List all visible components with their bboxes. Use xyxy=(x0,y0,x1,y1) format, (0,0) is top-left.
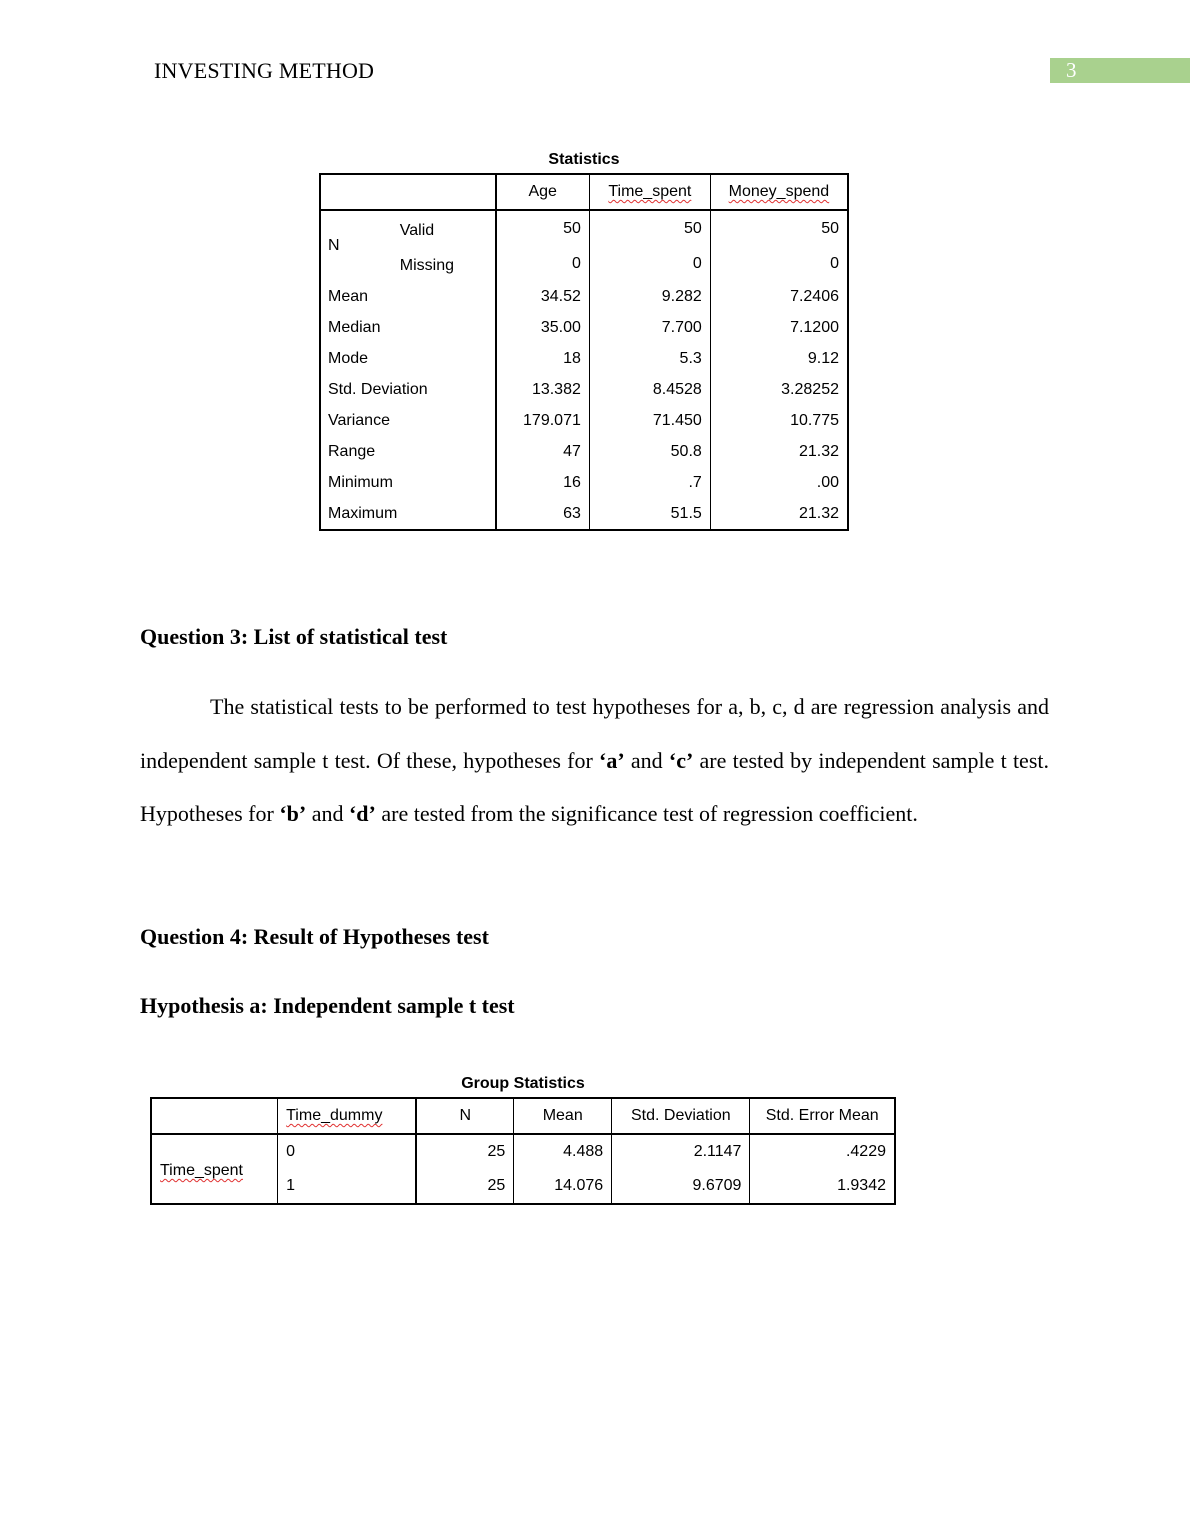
table-cell: 7.700 xyxy=(589,312,710,343)
table-cell: 71.450 xyxy=(589,405,710,436)
table-cell: 0 xyxy=(710,246,848,281)
group-statistics-table xyxy=(150,1097,896,1205)
table-cell: 50 xyxy=(496,210,590,246)
table-cell: 50.8 xyxy=(589,436,710,467)
group-value: 0 xyxy=(278,1134,417,1169)
row-label: Median xyxy=(328,318,381,336)
column-header: N xyxy=(416,1098,513,1134)
table-row xyxy=(320,405,848,436)
page-number: 3 xyxy=(1050,58,1190,83)
table-cell: 16 xyxy=(496,467,590,498)
table-row xyxy=(320,312,848,343)
running-header: INVESTING METHOD xyxy=(154,58,375,83)
column-header: Time_dummy xyxy=(278,1098,417,1134)
row-label: Time_spent xyxy=(160,1162,243,1179)
table-cell: 7.1200 xyxy=(710,312,848,343)
table-cell: 47 xyxy=(496,436,590,467)
table-cell: 179.071 xyxy=(496,405,590,436)
table-cell: 4.488 xyxy=(514,1134,612,1169)
column-header: Std. Deviation xyxy=(612,1098,750,1134)
row-label: Maximum xyxy=(328,504,398,522)
table-cell: 14.076 xyxy=(514,1169,612,1204)
table-row xyxy=(320,436,848,467)
table-cell: 5.3 xyxy=(589,343,710,374)
table-row xyxy=(151,1134,895,1169)
hypothesis-a-heading: Hypothesis a: Independent sample t test xyxy=(140,993,515,1018)
table-cell: 18 xyxy=(496,343,590,374)
header-blank-cell xyxy=(151,1098,278,1134)
table-row xyxy=(320,374,848,405)
row-label: Mode xyxy=(328,349,369,367)
table-row xyxy=(320,343,848,374)
table-cell: 21.32 xyxy=(710,436,848,467)
statistics-caption: Statistics xyxy=(548,151,620,168)
row-label: Range xyxy=(328,442,376,460)
row-label-n: N xyxy=(328,237,340,254)
header-blank-cell xyxy=(320,174,496,210)
row-label: Variance xyxy=(328,411,390,429)
question3-heading: Question 3: List of statistical test xyxy=(140,624,448,649)
row-sublabel: Missing xyxy=(399,256,455,274)
table-cell: 3.28252 xyxy=(710,374,848,405)
table-cell: .7 xyxy=(589,467,710,498)
table-cell: 63 xyxy=(496,498,590,530)
table-cell: 10.775 xyxy=(710,405,848,436)
column-header: Std. Error Mean xyxy=(750,1098,895,1134)
table-cell: 0 xyxy=(496,246,590,281)
group-statistics-caption: Group Statistics xyxy=(461,1075,585,1092)
row-label: Minimum xyxy=(328,473,393,491)
table-cell: 1.9342 xyxy=(750,1169,895,1204)
table-cell: 9.12 xyxy=(710,343,848,374)
row-sublabel: Valid xyxy=(399,221,435,239)
table-cell: 8.4528 xyxy=(589,374,710,405)
column-header: Mean xyxy=(514,1098,612,1134)
column-header: Age xyxy=(496,174,590,210)
group-value: 1 xyxy=(278,1169,417,1204)
table-row xyxy=(320,281,848,312)
table-cell: 9.282 xyxy=(589,281,710,312)
statistics-table xyxy=(319,173,849,531)
table-cell: 13.382 xyxy=(496,374,590,405)
question3-paragraph: The statistical tests to be performed to test hypotheses for a, b, c, d are regression analysis and independent sample t test. Of these, hypotheses for ‘a’ and ‘c’ are tested by independent sample t test. Hypotheses for ‘b’ and ‘d’ are tested from the significance test of regression coefficient. xyxy=(140,694,1049,826)
table-cell: 50 xyxy=(589,210,710,246)
table-cell: .00 xyxy=(710,467,848,498)
question4-heading: Question 4: Result of Hypotheses test xyxy=(140,924,489,949)
table-row xyxy=(320,467,848,498)
table-cell: 35.00 xyxy=(496,312,590,343)
table-cell: 21.32 xyxy=(710,498,848,530)
table-cell: 0 xyxy=(589,246,710,281)
table-cell: 34.52 xyxy=(496,281,590,312)
row-label: Std. Deviation xyxy=(328,380,428,398)
table-cell: 25 xyxy=(416,1169,513,1204)
column-header: Money_spend xyxy=(710,174,848,210)
table-cell: 7.2406 xyxy=(710,281,848,312)
column-header: Time_spent xyxy=(589,174,710,210)
table-cell: .4229 xyxy=(750,1134,895,1169)
table-cell: 51.5 xyxy=(589,498,710,530)
table-row xyxy=(320,498,848,530)
row-label: Mean xyxy=(328,287,369,305)
table-cell: 25 xyxy=(416,1134,513,1169)
table-cell: 2.1147 xyxy=(612,1134,750,1169)
table-cell: 9.6709 xyxy=(612,1169,750,1204)
table-cell: 50 xyxy=(710,210,848,246)
